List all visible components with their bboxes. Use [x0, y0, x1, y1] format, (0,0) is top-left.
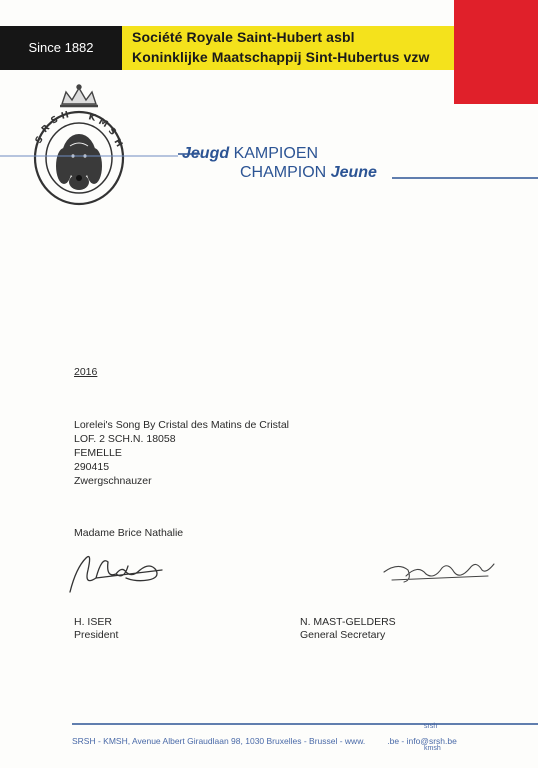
dog-sex: FEMELLE [74, 447, 122, 459]
dog-breed: Zwergschnauzer [74, 475, 152, 487]
president-name: H. ISER [74, 616, 112, 628]
president-signature [66, 548, 176, 596]
footer-address [72, 736, 457, 746]
secretary-signature [378, 554, 498, 588]
dog-birth-date: 290415 [74, 461, 110, 473]
owner-name: Madame Brice Nathalie [74, 527, 184, 539]
president-role: President [74, 629, 119, 641]
org-name-dutch: Koninklijke Maatschappij Sint-Hubertus vzw [132, 49, 430, 65]
title-french-italic: Jeune [330, 164, 377, 181]
footer-domain-end: .be - info@srsh.be [387, 736, 457, 746]
dog-name: Lorelei's Song By Cristal des Matins de Cristal [74, 419, 290, 431]
svg-text:R: R [40, 123, 53, 136]
svg-text:M: M [96, 116, 110, 131]
dog-registration: LOF. 2 SCH.N. 18058 [74, 433, 176, 445]
certificate-year: 2016 [74, 366, 98, 378]
secretary-name: N. MAST-GELDERS [300, 616, 396, 628]
title-dutch-italic: Jeugd [182, 145, 230, 162]
footer-address-main: SRSH - KMSH, Avenue Albert Giraudlaan 98, 1030 Bruxelles - Brussel - www. [72, 736, 366, 746]
srsh-kmsh-emblem-icon [24, 82, 134, 210]
svg-text:S: S [105, 126, 118, 138]
footer-stamp-bottom: kmsh [424, 745, 441, 752]
title-dutch-rest: KAMPIOEN [233, 145, 319, 162]
org-name-french: Société Royale Saint-Hubert asbl [132, 29, 355, 45]
svg-text:S: S [49, 114, 61, 127]
footer-rule [72, 722, 538, 726]
title-french-rest: CHAMPION [240, 164, 327, 181]
title-french [240, 164, 377, 182]
header-red-block [454, 0, 538, 104]
secretary-role: General Secretary [300, 629, 386, 641]
svg-text:H: H [111, 137, 124, 150]
svg-text:S: S [33, 134, 46, 146]
title-dutch [182, 145, 318, 163]
svg-text:K: K [87, 112, 97, 124]
since-label: Since 1882 [28, 40, 94, 55]
footer-stamp-top: srsh [424, 723, 438, 730]
svg-text:H: H [60, 110, 71, 122]
